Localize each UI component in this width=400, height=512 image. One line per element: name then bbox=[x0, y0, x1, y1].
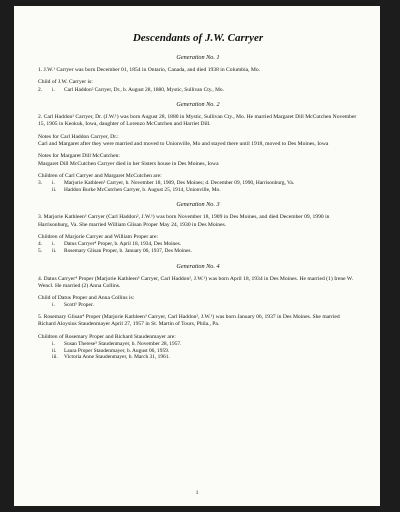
child-number: 3. bbox=[38, 180, 43, 187]
gen2-notes1: Carl and Margaret after they were married and moved to Unionville, Mo and stayed there until 1918, moved to Des Moines, Iowa bbox=[38, 141, 329, 148]
child-text: Haddon Burke McCutchen Carryer, b. August 25, 1914, Unionville, Mo. bbox=[64, 186, 221, 193]
gen3-child-heading: Children of Marjorie Carryer and William Proper are: bbox=[38, 234, 159, 241]
document-title: Descendants of J.W. Carryer bbox=[132, 32, 264, 44]
generation-2-heading: Generation No. 2 bbox=[176, 101, 220, 109]
gen2-notes2-heading: Notes for Margaret Dill McCutchen: bbox=[38, 153, 120, 160]
child-text: Rosemary Glisan Proper, b. January 06, 1937, Des Moines. bbox=[64, 247, 192, 254]
child-text: Scott⁵ Proper. bbox=[64, 302, 94, 309]
child-roman: ii. bbox=[52, 247, 57, 254]
gen2-notes2: Margaret Dill McCutchen Carryer died in her Sisters house in Des Moines, Iowa bbox=[38, 160, 219, 167]
gen3-entry-3: 3. Marjorie Kathleen³ Carryer (Carl Haddon², J.W.¹) was born November 18, 1909 in Des Moines, and died December 09, 1990 in Harrisonburg, Va. She married William Glisan Proper May 24, 1930 in Des Moines. bbox=[38, 214, 330, 228]
child-text: Susan Therese⁵ Staudenmayer, b. November 28, 1957. bbox=[64, 340, 182, 347]
gen4-children-list bbox=[38, 302, 358, 309]
child-text: Victoria Anne Staudenmayer, b. March 31, 1961. bbox=[64, 354, 170, 361]
gen4-entry-4: 4. Datus Carryer⁴ Proper (Marjorie Kathleen³ Carryer, Carl Haddon², J.W.¹) was born April 18, 1934 in Des Moines. He married (1) Irene W. Wencl. He married (2) Anna Collins. bbox=[38, 275, 354, 289]
child-number bbox=[38, 348, 52, 355]
gen4-children2-list bbox=[38, 341, 358, 361]
generation-4-heading: Generation No. 4 bbox=[176, 262, 220, 270]
child-number: 5. bbox=[38, 247, 43, 254]
list-item bbox=[38, 341, 358, 348]
child-number bbox=[38, 341, 52, 348]
child-number: 2. bbox=[38, 86, 43, 93]
generation-3-heading: Generation No. 3 bbox=[176, 201, 220, 209]
list-item bbox=[38, 87, 358, 94]
gen2-notes1-heading: Notes for Carl Haddon Carryer, Dr.: bbox=[38, 133, 119, 140]
child-roman: i. bbox=[52, 86, 55, 93]
child-roman: ii. bbox=[52, 347, 57, 354]
child-roman: iii. bbox=[52, 354, 58, 361]
generation-1-heading: Generation No. 1 bbox=[176, 54, 220, 61]
gen4-child-heading: Child of Datus Proper and Anna Collins is: bbox=[38, 295, 135, 302]
list-item bbox=[38, 187, 358, 194]
gen2-entry-2: 2. Carl Haddon² Carryer, Dr. (J.W.¹) was born August 28, 1880 in Mystic, Sullivan Cty., Mo. He married Margaret Dill McCutchen November 15, 1905 in Keokuk, Iowa, daughter of Lorenzo McCutchen and Harriet Dill. bbox=[38, 114, 357, 128]
document-page bbox=[14, 6, 380, 506]
list-item bbox=[38, 248, 358, 255]
gen4-entry-5: 5. Rosemary Glisan⁴ Proper (Marjorie Kathleen³ Carryer, Carl Haddon², J.W.¹) was born January 06, 1937 in Des Moines. She married Richard Aloysius Staudenmayer April 27, 1957 in St. Martin of Tours, Phila., Pa. bbox=[38, 314, 340, 328]
child-text: Datus Carryer⁴ Proper, b. April 18, 1934, Des Moines. bbox=[64, 241, 182, 248]
list-item bbox=[38, 348, 358, 355]
child-roman: ii. bbox=[52, 186, 57, 193]
child-number: 4. bbox=[38, 241, 43, 248]
child-text: Marjorie Kathleen³ Carryer, b. November 18, 1909, Des Moines; d. December 09, 1990, Harrisonburg, Va. bbox=[64, 180, 295, 187]
child-text: Laura Proper Staudenmayer, b. August 06, 1959. bbox=[64, 347, 170, 354]
child-number bbox=[38, 187, 52, 194]
gen2-children-list bbox=[38, 180, 358, 193]
page-number: 1 bbox=[195, 490, 199, 496]
list-item bbox=[38, 302, 358, 309]
child-roman: i. bbox=[52, 241, 55, 248]
list-item bbox=[38, 241, 358, 248]
child-text: Carl Haddon² Carryer, Dr., b. August 28, 1880, Mystic, Sullivan Cty., Mo. bbox=[64, 86, 224, 93]
gen2-child-heading: Children of Carl Carryer and Margaret McCutchen are: bbox=[38, 172, 162, 179]
child-roman: i. bbox=[52, 302, 55, 309]
gen1-children-list bbox=[38, 87, 358, 94]
gen1-entry-1: 1. J.W.¹ Carryer was born December 01, 1854 in Ontario, Canada, and died 1938 in Columbia, Mo. bbox=[38, 67, 261, 73]
list-item bbox=[38, 354, 358, 361]
gen1-child-heading: Child of J.W. Carryer is: bbox=[38, 79, 93, 86]
child-number bbox=[38, 302, 52, 309]
gen3-children-list bbox=[38, 241, 358, 254]
child-number bbox=[38, 354, 52, 361]
list-item bbox=[38, 180, 358, 187]
child-roman: i. bbox=[52, 340, 55, 347]
child-roman: i. bbox=[52, 180, 55, 187]
gen4-child2-heading: Children of Rosemary Proper and Richard Staudenmayer are: bbox=[38, 333, 176, 340]
